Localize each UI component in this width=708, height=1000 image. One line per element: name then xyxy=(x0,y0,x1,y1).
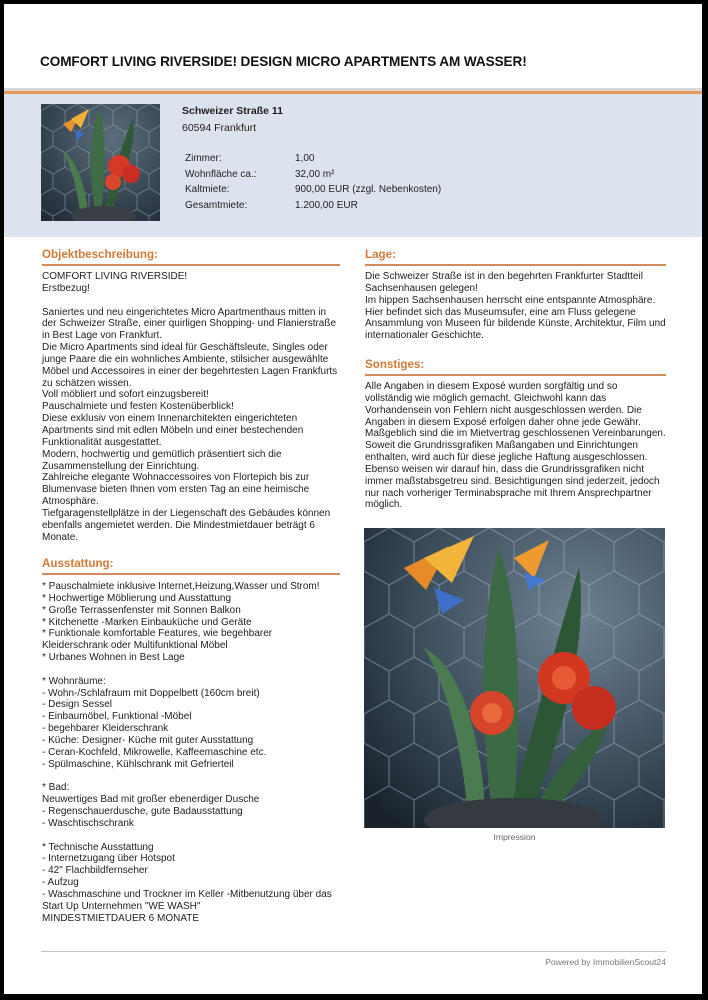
fact-row-cold-rent xyxy=(185,182,441,198)
fact-row-area xyxy=(185,167,441,183)
impression-photo xyxy=(364,528,665,828)
powered-by-footer: Powered by ImmobilienScout24 xyxy=(545,957,666,967)
flower-image xyxy=(41,104,160,221)
fact-label: Zimmer: xyxy=(185,153,222,165)
fact-label: Kaltmiete: xyxy=(185,184,230,196)
fact-row-rooms xyxy=(185,151,441,167)
fact-row-total-rent xyxy=(185,198,441,214)
address-city: 60594 Frankfurt xyxy=(182,122,257,134)
footer-divider xyxy=(41,951,666,952)
section-heading-ausstattung: Ausstattung: xyxy=(42,557,340,575)
sonstiges-text: Alle Angaben in diesem Exposé wurden sorgfältig und so vollständig wie möglich gemacht. Gleichwohl kann das Vorhandensein von Fehlern nicht ausgeschlossen werden. Die Angaben in diesem Exposé erfolgen daher ohne jede Gewähr. Maßgeblich sind die im Mietvertrag geschlossenen Vereinbarungen. Soweit die Grundrissgrafiken Maßangaben und Einrichtungen enthalten, wird auch für diese jegliche Haftung ausgeschlossen. Ebenso weisen wir darauf hin, dass die Grundrissgrafiken nicht immer maßstabsgetreu sind. Besichtigungen sind jederzeit, jedoch nur nach vorheriger Terminabsprache mit Ihrem Ansprechpartner möglich. xyxy=(365,381,666,511)
fact-value: 1.200,00 EUR xyxy=(295,199,358,211)
fact-value: 1,00 xyxy=(295,153,315,165)
thumbnail-image xyxy=(41,104,160,221)
flower-photo xyxy=(364,528,665,828)
fact-value: 32,00 m² xyxy=(295,168,335,180)
ausstattung-text: * Pauschalmiete inklusive Internet,Heizung,Wasser und Strom! * Hochwertige Möblierung und Ausstattung * Große Terrassenfenster mit Sonnen Balkon * Kitchenette -Marken Einbauküche und Geräte * Funktionale komfortable Features, wie begehbarer Kleiderschrank oder Multifunktional Möbel * Urbanes Wohnen in Best Lage * Wohnräume: - Wohn-/Schlafraum mit Doppelbett (160cm breit) - Design Sessel - Einbaumöbel, Funktional -Möbel - begehbarer Kleiderschrank - Küche: Designer- Küche mit guter Ausstattung - Ceran-Kochfeld, Mikrowelle, Kaffeemaschine etc. - Spülmaschine, Kühlschrank mit Gefrierteil * Bad: Neuwertiges Bad mit großer ebenerdiger Dusche - Regenschauerdusche, gute Badausstattung - Waschtischschrank * Technische Ausstattung - Internetzugang über Hotspot - 42" Flachbildfernseher - Aufzug - Waschmaschine und Trockner im Keller -Mitbenutzung über das Start Up Unternehmen "WE WASH" MINDESTMIETDAUER 6 MONATE xyxy=(42,581,332,924)
section-heading-objektbeschreibung: Objektbeschreibung: xyxy=(42,248,340,266)
lage-text: Die Schweizer Straße ist in den begehrten Frankfurter Stadtteil Sachsenhausen gelegen! Im hippen Sachsenhausen herrscht eine entspannte Atmosphäre. Hier befindet sich das Museumsufer, eine am Fluss gelegene Ansammlung von Museen für bildende Künste, Architektur, Film und internationaler Geschichte. xyxy=(365,271,666,342)
page-title: COMFORT LIVING RIVERSIDE! DESIGN MICRO APARTMENTS AM WASSER! xyxy=(40,54,527,69)
expose-page xyxy=(4,4,702,994)
fact-label: Gesamtmiete: xyxy=(185,199,248,211)
fact-label: Wohnfläche ca.: xyxy=(185,168,257,180)
section-heading-lage: Lage: xyxy=(365,248,666,266)
photo-caption: Impression xyxy=(493,832,536,842)
facts-table xyxy=(185,151,441,213)
address-street: Schweizer Straße 11 xyxy=(182,105,283,117)
fact-value: 900,00 EUR (zzgl. Nebenkosten) xyxy=(295,184,442,196)
section-heading-sonstiges: Sonstiges: xyxy=(365,358,666,376)
objektbeschreibung-text: COMFORT LIVING RIVERSIDE! Erstbezug! Saniertes und neu eingerichtetes Micro Apartmenthaus mitten in der Schweizer Straße, einer quirligen Shopping- und Flanierstraße in Best Lage von Frankfurt. Die Micro Apartments sind ideal für Geschäftsleute, Singles oder junge Paare die ein wohnliches Ambiente, stilsicher ausgewählte Möbel und Accessoires in einer der begehrtesten Lagen Frankfurts zu schätzen wissen. Voll möbliert und sofort einzugsbereit! Pauschalmiete und festen Kostenüberblick! Diese exklusiv von einem Innenarchitekten eingerichteten Apartments sind mit edlen Möbeln und einer bestechenden Funktionalität ausgestattet. Modern, hochwertig und gemütlich präsentiert sich die Zusammenstellung der Einrichtung. Zahlreiche elegante Wohnaccessoires von Flortepich bis zur Blumenvase bieten Ihnen vom ersten Tag an eine heimische Atmosphäre. Tiefgaragenstellplätze in der Liegenschaft des Gebäudes können ebenfalls angemietet werden. Die Mindestmietdauer beträgt 6 Monate. xyxy=(42,271,338,543)
